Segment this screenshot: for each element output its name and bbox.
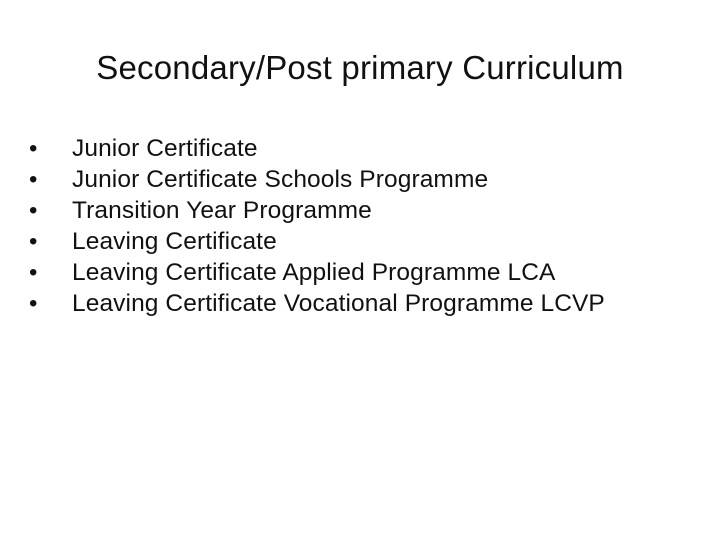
list-item [29,288,669,319]
list-item-label: Junior Certificate Schools Programme [72,166,489,193]
bullet-icon: • [29,259,38,286]
list-item [29,257,669,288]
list-item [29,133,669,164]
list-item [29,195,669,226]
bullet-icon: • [29,228,38,255]
bullet-list [29,133,669,319]
list-item [29,226,669,257]
bullet-icon: • [29,290,38,317]
list-item [29,164,669,195]
slide-title: Secondary/Post primary Curriculum [96,49,624,86]
list-item-label: Transition Year Programme [72,197,372,224]
list-item-label: Leaving Certificate [72,228,277,255]
bullet-icon: • [29,135,38,162]
bullet-icon: • [29,166,38,193]
list-item-label: Leaving Certificate Vocational Programme LCVP [72,290,605,317]
list-item-label: Junior Certificate [72,135,258,162]
bullet-icon: • [29,197,38,224]
list-item-label: Leaving Certificate Applied Programme LCA [72,259,556,286]
